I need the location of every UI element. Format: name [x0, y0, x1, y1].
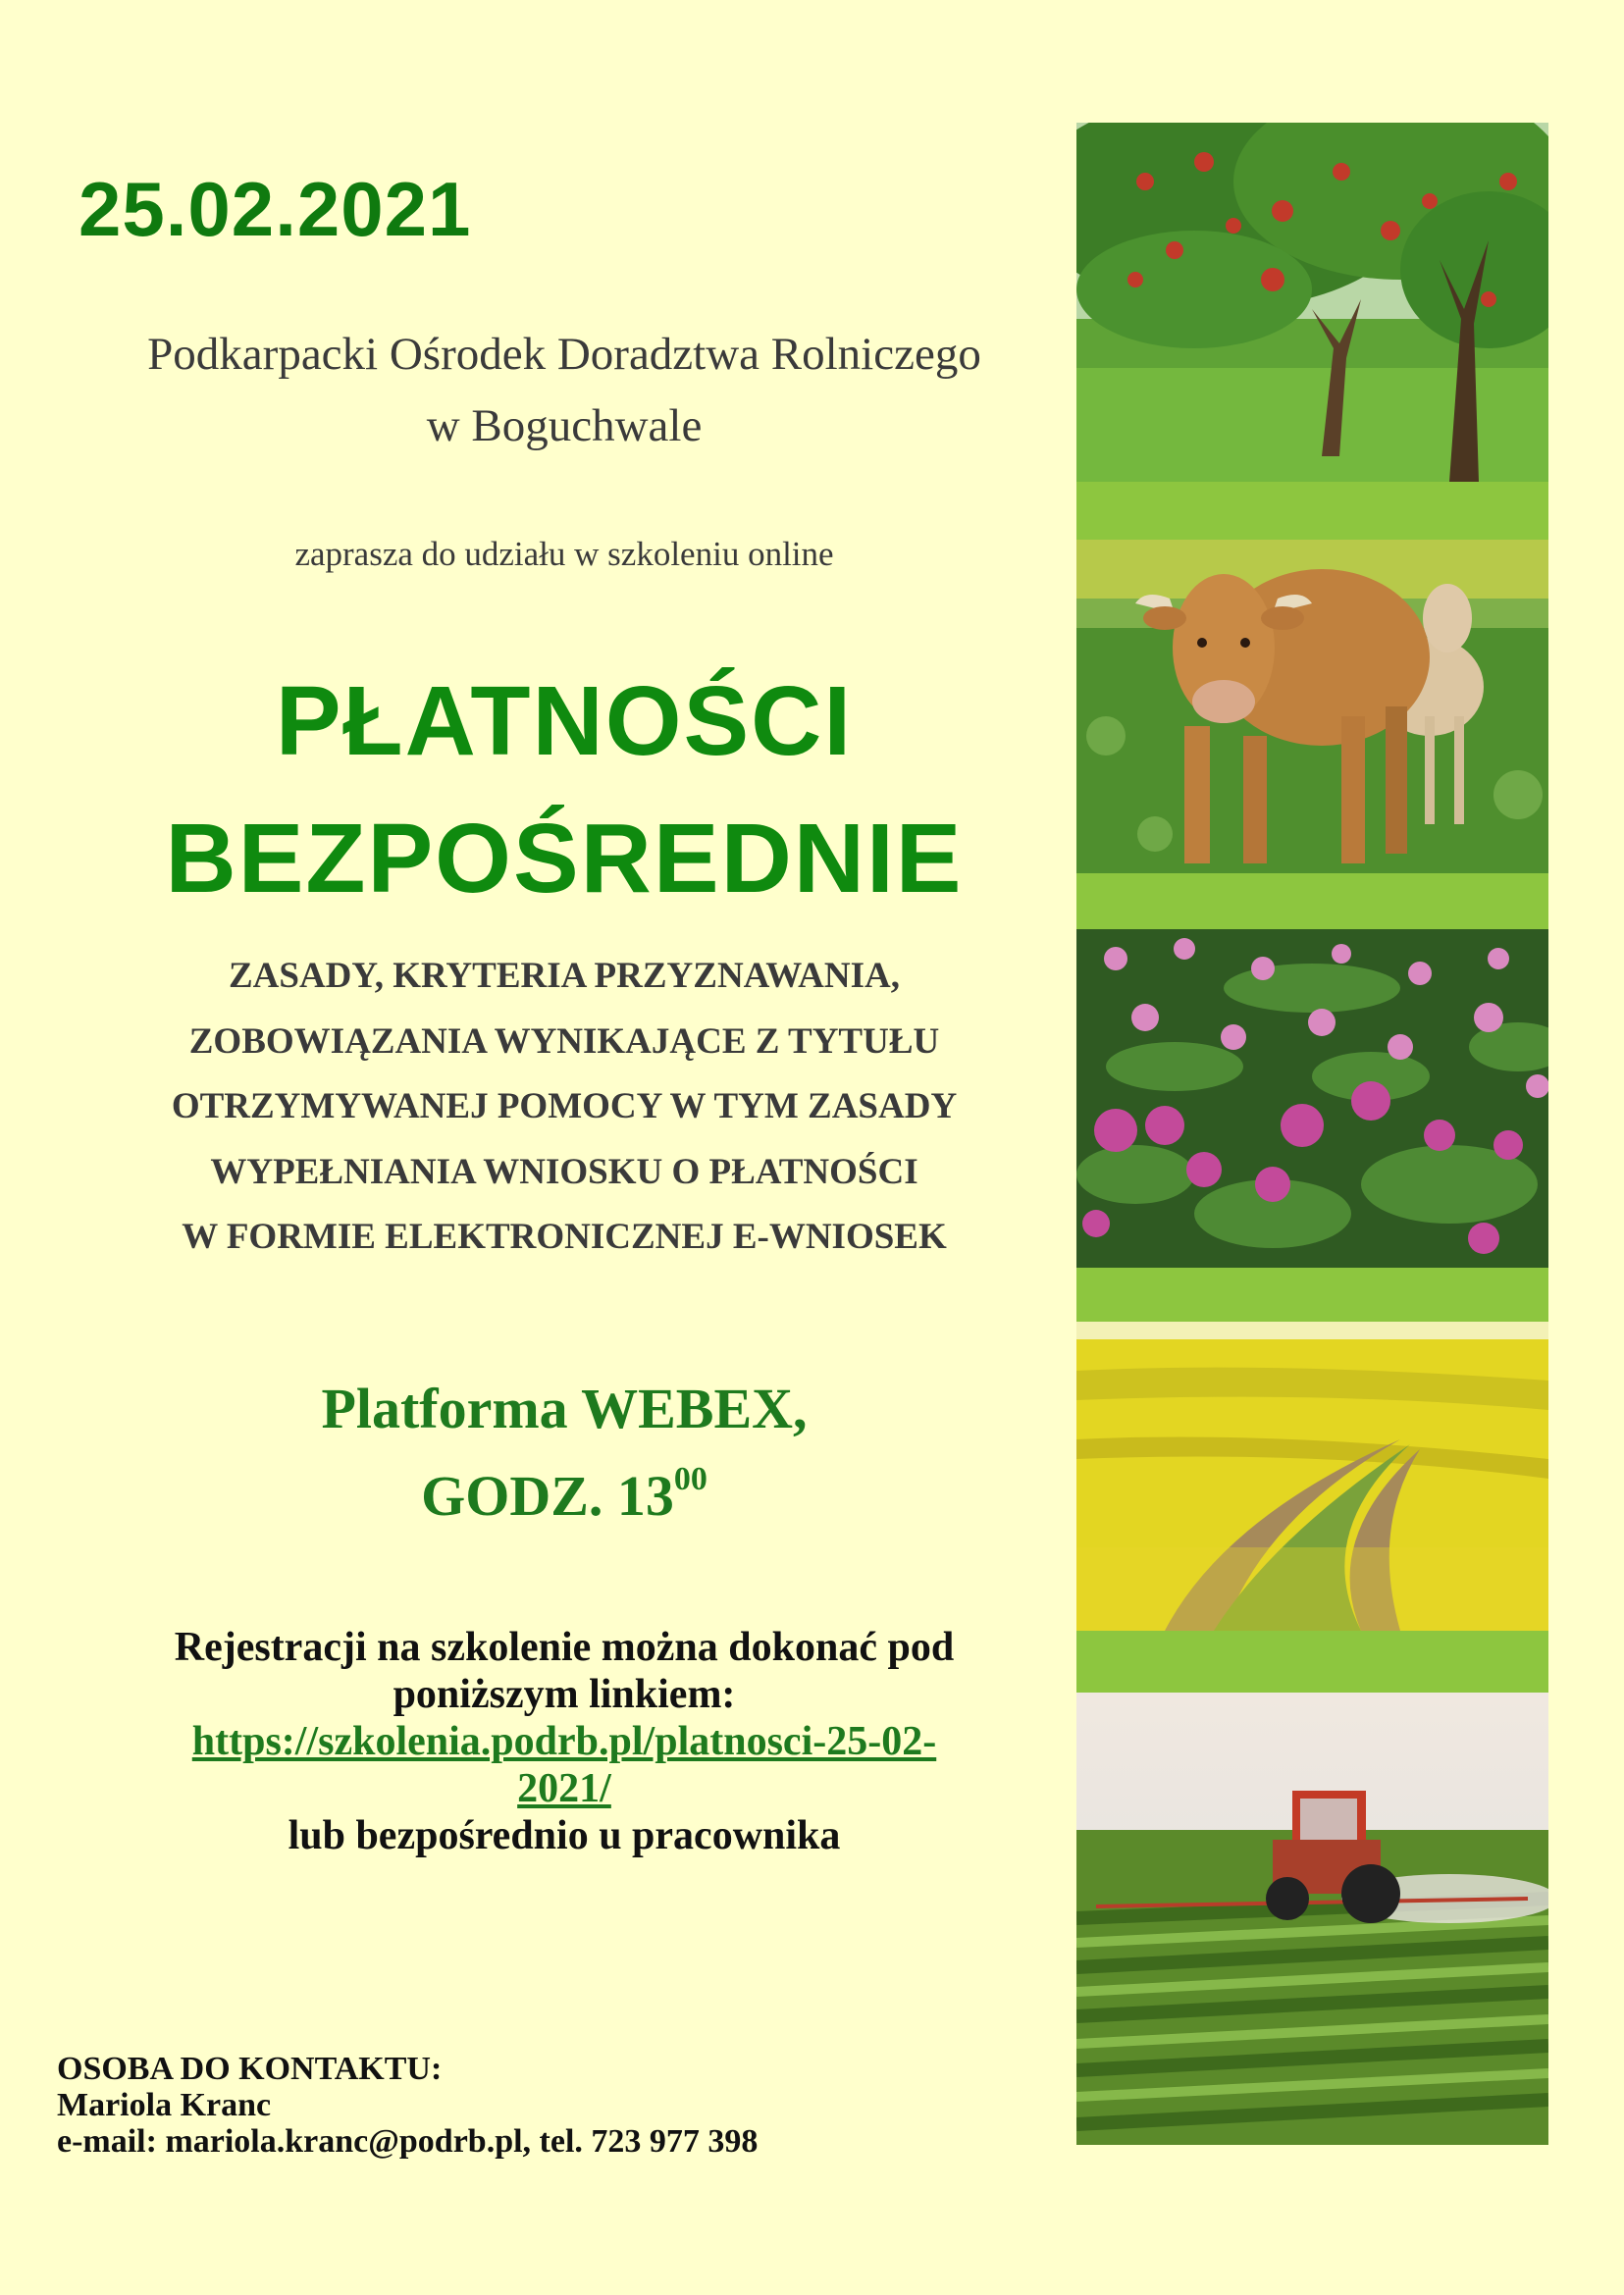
clover-photo	[1076, 929, 1548, 1268]
training-topics	[59, 944, 1070, 1271]
event-date: 25.02.2021	[79, 166, 472, 252]
topic-line: W FORMIE ELEKTRONICZNEJ E-WNIOSEK	[182, 1217, 947, 1257]
topic-line: OTRZYMYWANEJ POMOCY W TYM ZASADY	[171, 1086, 958, 1126]
event-time-hour: GODZ. 13	[421, 1464, 674, 1528]
registration-link-part-2[interactable]: 2021/	[517, 1766, 611, 1811]
organizer-line-2: w Boguchwale	[426, 400, 703, 451]
contact-block	[57, 2051, 758, 2160]
topic-line: ZOBOWIĄZANIA WYNIKAJĄCE Z TYTUŁU	[188, 1020, 940, 1062]
registration-line-1: Rejestracji na szkolenie można dokonać pod	[174, 1625, 955, 1670]
event-time	[59, 1444, 1070, 1532]
cows-photo	[1076, 540, 1548, 873]
contact-heading: OSOBA DO KONTAKTU:	[57, 2051, 443, 2087]
registration-link-cont[interactable]	[59, 1765, 1070, 1812]
contact-name: Mariola Kranc	[57, 2087, 272, 2123]
tractor-photo	[1076, 1693, 1548, 2145]
platform-name: Platforma WEBEX,	[321, 1377, 808, 1440]
rapeseed-field-photo	[1076, 1322, 1548, 1631]
apple-tree-photo	[1076, 123, 1548, 482]
contact-details: e-mail: mariola.kranc@podrb.pl, tel. 723 977 398	[57, 2123, 759, 2160]
organizer	[59, 319, 1070, 462]
registration-line-3: lub bezpośrednio u pracownika	[288, 1813, 841, 1858]
registration-info	[59, 1624, 1070, 1859]
topic-line: ZASADY, KRYTERIA PRZYZNAWANIA,	[228, 956, 900, 996]
title-line-1: PŁATNOŚCI	[275, 666, 854, 776]
registration-line-2: poniższym linkiem:	[393, 1672, 736, 1717]
main-title	[59, 652, 1070, 927]
photo-column	[1076, 123, 1548, 2145]
title-line-2: BEZPOŚREDNIE	[165, 804, 964, 913]
invite-text: zaprasza do udziału w szkoleniu online	[294, 535, 834, 573]
platform-info	[59, 1374, 1070, 1532]
topic-line: WYPEŁNIANIA WNIOSKU O PŁATNOŚCI	[210, 1151, 918, 1192]
registration-link-part-1[interactable]: https://szkolenia.podrb.pl/platnosci-25-02-	[191, 1719, 937, 1764]
event-time-minutes: 00	[673, 1461, 707, 1497]
registration-link[interactable]	[59, 1718, 1070, 1765]
organizer-line-1: Podkarpacki Ośrodek Doradztwa Rolniczego	[147, 329, 981, 380]
